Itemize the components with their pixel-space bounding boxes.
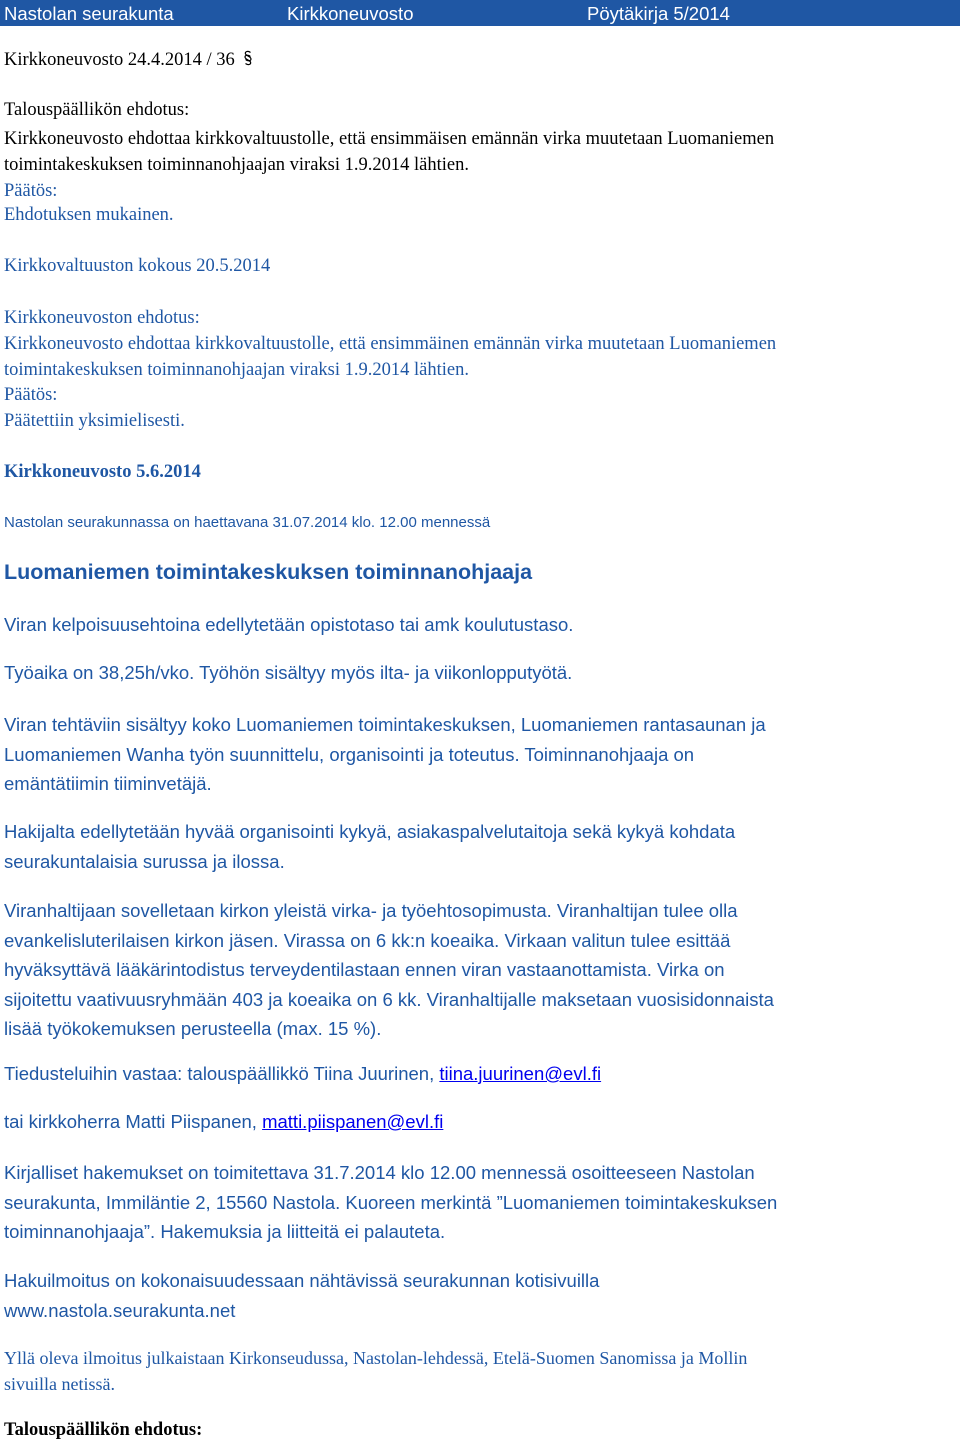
kn-2404-proposal-line2: toimintakeskuksen toiminnanohjaajan viraksi 1.9.2014 lähtien. bbox=[4, 155, 469, 175]
kn-2404-title: Kirkkoneuvosto 24.4.2014 / 36 bbox=[4, 50, 253, 71]
footer-proposal-label: Talouspäällikön ehdotus: bbox=[4, 1420, 203, 1440]
kn-2404-decision-label: Päätös: bbox=[4, 181, 58, 201]
kv-2005-proposal-line1: Kirkkoneuvosto ehdottaa kirkkovaltuustolle, että ensimmäinen emännän virka muutetaan Luomaniemen bbox=[4, 334, 777, 354]
ad-contact-line-2: tai kirkkoherra Matti Piispanen, matti.piispanen@evl.fi bbox=[4, 1111, 444, 1132]
ad-working-hours: Työaika on 38,25h/vko. Työhön sisältyy myös ilta- ja viikonlopputyötä. bbox=[4, 662, 573, 683]
kn-2404-decision-text: Ehdotuksen mukainen. bbox=[4, 205, 174, 225]
ad-availability: Nastolan seurakunnassa on haettavana 31.07.2014 klo. 12.00 mennessä bbox=[4, 514, 491, 531]
header-organization: Nastolan seurakunta bbox=[4, 3, 174, 24]
kv-2005-title: Kirkkovaltuuston kokous 20.5.2014 bbox=[4, 256, 271, 276]
ad-website-paragraph: Hakuilmoitus on kokonaisuudessaan nähtävissä seurakunnan kotisivuilla www.nastola.seurakunta.net bbox=[4, 1270, 600, 1321]
email-link-matti[interactable]: matti.piispanen@evl.fi bbox=[262, 1111, 444, 1132]
ad-heading: Luomaniemen toimintakeskuksen toiminnanohjaaja bbox=[4, 560, 533, 584]
kv-2005-proposal-label: Kirkkoneuvoston ehdotus: bbox=[4, 308, 200, 328]
kv-2005-decision-text: Päätettiin yksimielisesti. bbox=[4, 411, 185, 431]
kn-2404-proposal-line1: Kirkkoneuvosto ehdottaa kirkkovaltuustolle, että ensimmäisen emännän virka muutetaan Luomaniemen bbox=[4, 129, 775, 149]
ad-duties-paragraph: Viran tehtäviin sisältyy koko Luomaniemen toimintakeskuksen, Luomaniemen rantasaunan ja Luomaniemen Wanha työn suunnittelu, organisointi ja toteutus. Toiminnanohjaaja on emäntätiimin tiiminvetäjä. bbox=[4, 714, 766, 794]
publication-notice: Yllä oleva ilmoitus julkaistaan Kirkonseudussa, Nastolan-lehdessä, Etelä-Suomen Sanomissa ja Mollin sivuilla netissä. bbox=[4, 1348, 748, 1394]
kn-0506-title: Kirkkoneuvosto 5.6.2014 bbox=[4, 462, 201, 482]
header-minutes-number: Pöytäkirja 5/2014 bbox=[587, 3, 730, 24]
kn-2404-proposal-label: Talouspäällikön ehdotus: bbox=[4, 100, 190, 120]
kv-2005-proposal-line2: toimintakeskuksen toiminnanohjaajan viraksi 1.9.2014 lähtien. bbox=[4, 360, 469, 380]
ad-application-paragraph: Kirjalliset hakemukset on toimitettava 31.7.2014 klo 12.00 mennessä osoitteeseen Nastolan seurakunta, Immiläntie 2, 15560 Nastola. Kuoreen merkintä ”Luomaniemen toimintakeskuksen toiminnanohjaaja”. Hakemuksia ja liitteitä ei palauteta. bbox=[4, 1162, 778, 1242]
email-link-tiina[interactable]: tiina.juurinen@evl.fi bbox=[439, 1063, 602, 1084]
ad-contact-line-1: Tiedusteluihin vastaa: talouspäällikkö Tiina Juurinen, tiina.juurinen@evl.fi bbox=[4, 1063, 602, 1084]
kv-2005-decision-label: Päätös: bbox=[4, 385, 58, 405]
ad-requirements-paragraph: Hakijalta edellytetään hyvää organisointi kykyä, asiakaspalvelutaitoja sekä kykyä kohdata seurakuntalaisia surussa ja ilossa. bbox=[4, 821, 736, 872]
ad-terms-paragraph: Viranhaltijaan sovelletaan kirkon yleistä virka- ja työehtosopimusta. Viranhaltijan tulee olla evankelisluterilaisen kirkon jäsen. Virassa on 6 kk:n koeaika. Virkaan valitun tulee esittää hyväksyttävä lääkärintodistus terveydentilastaan ennen viran vastaanottamista. Virka on sijoitettu vaativuusryhmään 403 ja koeaika on 6 kk. Viranhaltijalle maksetaan vuosisidonnaista lisää työkokemuksen perusteella (max. 15 %). bbox=[4, 900, 774, 1039]
section-icon bbox=[243, 50, 253, 66]
ad-qualification: Viran kelpoisuusehtoina edellytetään opistotaso tai amk koulutustaso. bbox=[4, 614, 574, 635]
header-body: Kirkkoneuvosto bbox=[287, 3, 414, 24]
document-header bbox=[0, 0, 960, 26]
